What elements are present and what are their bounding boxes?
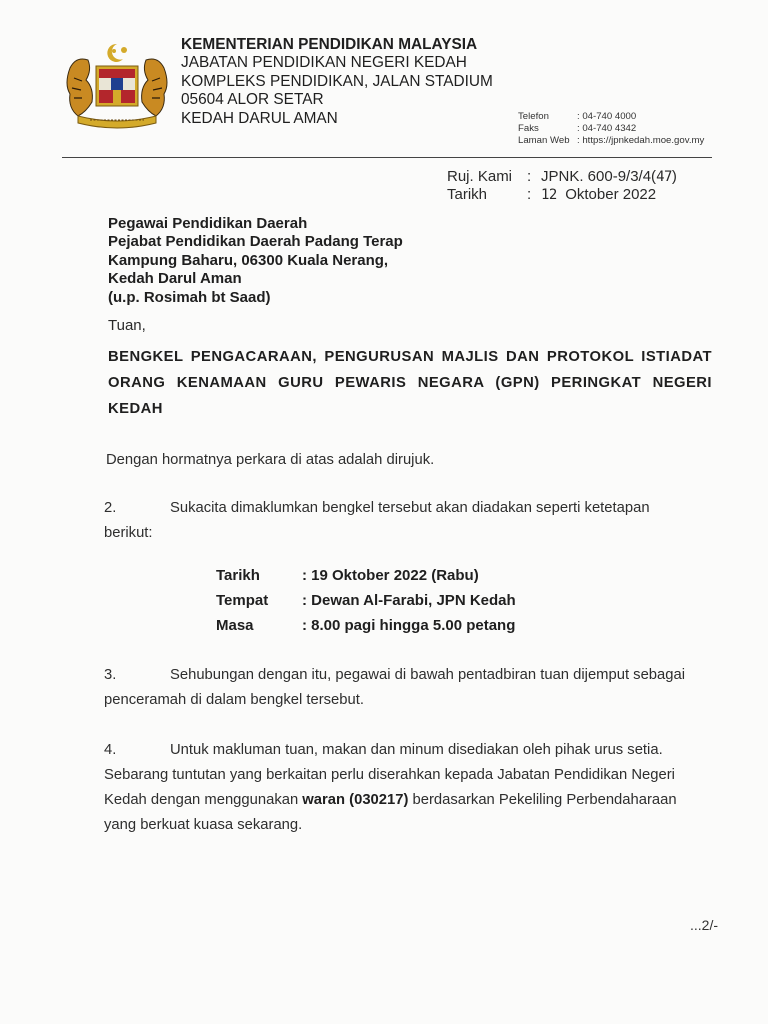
contact-value: : 04-740 4000 [577,111,637,122]
contact-label: Faks [518,123,539,134]
paragraph-3 [104,663,710,713]
paragraph-text: Sukacita dimaklumkan bengkel tersebut akan diadakan seperti ketetapan [170,500,650,516]
paragraph-line: penceramah di dalam bengkel tersebut. [104,692,364,708]
contact-website [518,135,704,147]
date-label: Tarikh [447,186,488,203]
address-line-2: 05604 ALOR SETAR [181,91,324,109]
page-indicator: ...2/- [690,917,719,933]
reference-label: Ruj. Kami [447,168,513,185]
subject-line: KEDAH [108,401,163,417]
date-separator: : [527,186,532,203]
recipient-line: Kedah Darul Aman [108,270,242,288]
subject-line: BENGKEL PENGACARAAN, PENGURUSAN MAJLIS DAN PROTOKOL ISTIADAT [108,349,712,365]
paragraph-number: 4. [104,742,117,758]
paragraph-number: 3. [104,667,117,683]
coat-of-arms-icon [58,38,176,130]
reference-separator: : [527,168,532,185]
paragraph-number: 2. [104,500,117,516]
reference-number [541,168,677,186]
event-time-row [216,613,516,638]
paragraph-line: Sebarang tuntutan yang berkaitan perlu diserahkan kepada Jabatan Pendidikan Negeri [104,767,675,783]
detail-label: Masa [216,617,254,634]
letter-date-row [447,186,677,204]
department-name: JABATAN PENDIDIKAN NEGERI KEDAH [181,54,467,72]
header-divider [62,157,712,158]
contact-label: Telefon [518,111,549,122]
contact-value: : 04-740 4342 [577,123,637,134]
detail-label: Tarikh [216,567,260,584]
paragraph-line: berikut: [104,525,153,541]
letterhead [181,36,493,128]
recipient-line: Pegawai Pendidikan Daerah [108,215,308,232]
salutation: Tuan, [108,317,146,334]
reference-number-close: ) [671,168,677,185]
event-details [216,563,516,638]
detail-value: : 19 Oktober 2022 (Rabu) [302,567,479,584]
paragraph-line [104,738,710,763]
paragraph-1: Dengan hormatnya perkara di atas adalah dirujuk. [106,452,435,468]
subject-line: ORANG KENAMAAN GURU PEWARIS NEGARA (GPN) PERINGKAT NEGERI [108,375,712,391]
paragraph-text: Sehubungan dengan itu, pegawai di bawah pentadbiran tuan dijemput sebagai [170,667,686,683]
contact-phone [518,111,704,123]
contact-block [518,111,704,147]
letter-date [541,186,656,204]
letter-date-day-handwritten: 12 [541,187,557,203]
detail-label: Tempat [216,592,269,609]
contact-value: : https://jpnkedah.moe.gov.my [577,135,705,146]
paragraph-line [104,496,710,521]
reference-number-row [447,168,677,186]
address-line-1: KOMPLEKS PENDIDIKAN, JALAN STADIUM [181,72,493,90]
ministry-name: KEMENTERIAN PENDIDIKAN MALAYSIA [181,36,478,53]
event-venue-row [216,588,516,613]
paragraph-text: berdasarkan Pekeliling Perbendaharaan [408,792,677,808]
paragraph-4 [104,738,710,838]
recipient-line: Pejabat Pendidikan Daerah Padang Terap [108,233,403,251]
reference-number-handwritten: 47 [656,169,672,185]
paragraph-line [104,663,710,688]
paragraph-text: Untuk makluman tuan, makan dan minum disediakan oleh pihak urus setia. [170,742,663,758]
recipient-line: Kampung Baharu, 06300 Kuala Nerang, [108,251,389,269]
event-date-row [216,563,516,588]
paragraph-2 [104,496,710,546]
address-line-3: KEDAH DARUL AMAN [181,109,338,127]
recipient-address [108,215,403,307]
detail-value: : 8.00 pagi hingga 5.00 petang [302,617,516,634]
letter-date-rest: Oktober 2022 [565,186,657,203]
recipient-attention: (u.p. Rosimah bt Saad) [108,288,271,306]
paragraph-line [104,788,710,813]
reference-number-printed: JPNK. 600-9/3/4( [541,168,657,185]
reference-block [447,168,677,204]
detail-value: : Dewan Al-Farabi, JPN Kedah [302,592,516,609]
contact-label: Laman Web [518,135,570,146]
contact-fax [518,123,704,135]
paragraph-text: Kedah dengan menggunakan [104,792,303,808]
paragraph-line: yang berkuat kuasa sekarang. [104,817,303,833]
warrant-code: waran (030217) [302,792,409,808]
letter-subject [108,344,712,422]
